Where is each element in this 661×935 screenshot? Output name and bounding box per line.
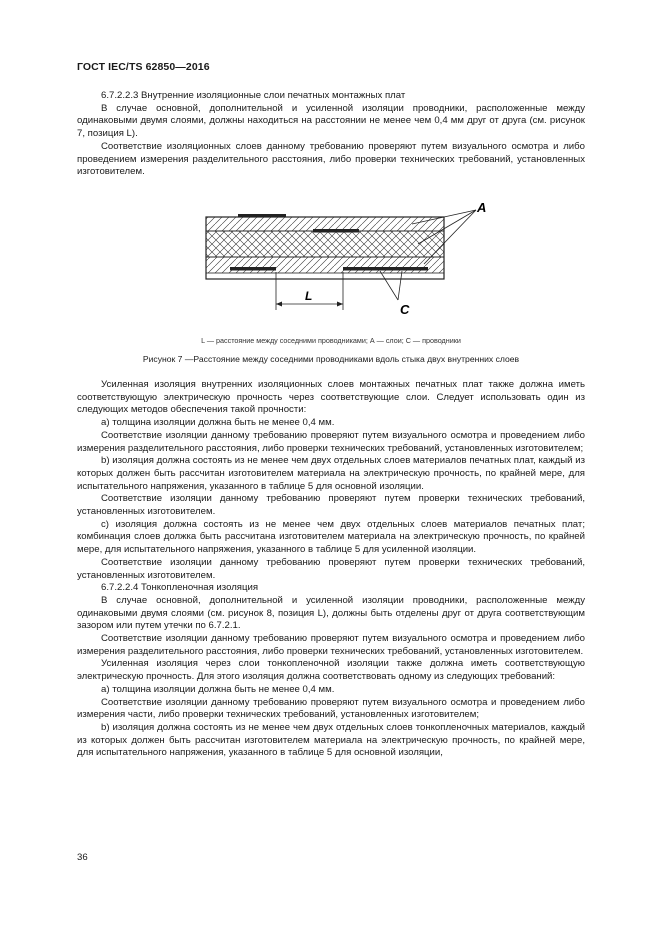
- label-c: C: [400, 302, 410, 317]
- paragraph: b) изоляция должна состоять из не менее чем двух отдельных слоев тонкопленочных материалов, каждый из которых должен быть рассчитан изготовителем материала на электрическую прочность, по крайней мере, для испытательного напряжения, указанного в таблице 5 для основной изоляции,: [77, 721, 585, 759]
- paragraph: Соответствие изоляционных слоев данному требованию проверяют путем визуального осмотра и либо проведением измерения разделительного расстояния, либо проверки технических требований, установленных изготовителем.: [77, 140, 585, 178]
- label-l: L: [305, 289, 313, 303]
- section-body: [77, 379, 585, 760]
- paragraph: Соответствие изоляции данному требованию проверяют путем визуального осмотра и проведением либо измерения разделительного расстояния, либо проверки технических требований, установленных изготовителем;: [77, 429, 585, 454]
- page-number: 36: [77, 852, 88, 863]
- conductor: [313, 229, 359, 233]
- section-6-7-2-2-3: [77, 90, 585, 179]
- conductor: [238, 214, 286, 218]
- paragraph: В случае основной, дополнительной и усиленной изоляции проводники, расположенные между одинаковыми двумя слоями (см. рисунок 8, позиция L), должны быть отделены друг от друга соответствующим зазором или путем утечки по 6.7.2.1.: [77, 594, 585, 632]
- paragraph: с) изоляция должна состоять из не менее чем двух отдельных слоев материалов печатных плат; комбинация слоев должка быть рассчитана изготовителем материала на электрическую прочность, по крайней мере, для испытательного напряжения, указанного в таблице 5 для усиленной изоляции.: [77, 518, 585, 556]
- paragraph: Соответствие изоляции данному требованию проверяют путем проверки технических требований, установленных изготовителем.: [77, 493, 585, 518]
- document-header: ГОСТ IEC/TS 62850—2016: [77, 61, 210, 73]
- paragraph: Соответствие изоляции данному требованию проверяют путем визуального осмотра и проведением либо измерения разделительного расстояния, либо проверки технических требований, установленных изготовителем.: [77, 633, 585, 657]
- conductor: [230, 267, 276, 271]
- section-title: 6.7.2.2.4 Тонкопленочная изоляция: [101, 582, 259, 594]
- section-title: 6.7.2.2.3 Внутренние изоляционные слои печатных монтажных плат: [101, 90, 406, 101]
- paragraph: Соответствие изоляции данному требованию проверяют путем визуального осмотра и проведением либо измерения части, либо проверки технических требований, установленных изготовителем;: [77, 696, 585, 721]
- paragraph: В случае основной, дополнительной и усиленной изоляции проводники, расположенные между одинаковыми двумя слоями, должны находиться на расстоянии не менее чем 0,4 мм друг от друга (см. рисунок 7, позиция L).: [77, 102, 585, 140]
- middle-layer: [206, 231, 444, 257]
- paragraph: а) толщина изоляции должна быть не менее 0,4 мм.: [101, 683, 335, 695]
- layer-diagram: [180, 196, 500, 326]
- top-layer: [206, 217, 444, 231]
- conductor: [376, 267, 428, 271]
- label-a: A: [477, 200, 487, 215]
- paragraph: Усиленная изоляция через слои тонкопленочной изоляции также должна иметь соответствующую электрическую прочность. Для этого изоляция должна соответствовать одному из следующих требований:: [77, 658, 585, 683]
- paragraph: а) толщина изоляции должна быть не менее 0,4 мм.: [101, 417, 335, 429]
- paragraph: Усиленная изоляция внутренних изоляционных слоев монтажных печатных плат также должна иметь соответствующую электрическую прочность через соответствующие слои. Следует использовать один из следующих методов обеспечения такой прочности:: [77, 379, 585, 416]
- paragraph: b) изоляция должна состоять из не менее чем двух отдельных слоев материалов печатных плат, каждый из которых должен быть рассчитан изготовителем материала на электрическую прочность, по крайней мере, для испытательного напряжения, указанного в таблице 5 для основной изоляции.: [77, 455, 585, 492]
- figure-caption: Рисунок 7 —Расстояние между соседними проводниками вдоль стыка двух внутренних слоев: [142, 354, 520, 364]
- figure-7: [180, 196, 500, 326]
- bottom-layer: [206, 257, 444, 273]
- paragraph: Соответствие изоляции данному требованию проверяют путем проверки технических требований, установленных изготовителем.: [77, 556, 585, 581]
- figure-legend: L — расстояние между соседними проводниками; А — слои; С — проводники: [201, 336, 461, 345]
